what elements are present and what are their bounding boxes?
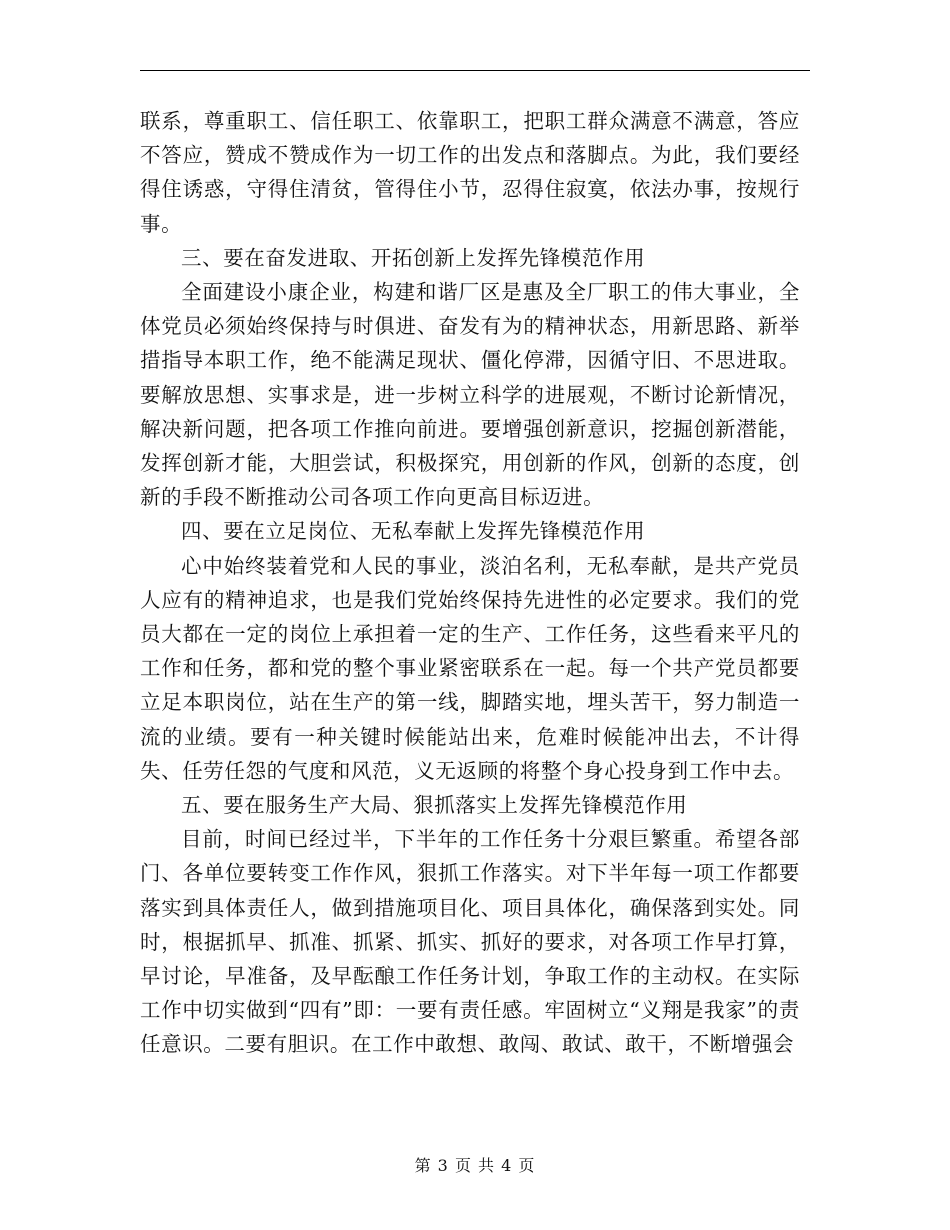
paragraph-continuation: 联系，尊重职工、信任职工、依靠职工，把职工群众满意不满意，答应不答应，赞成不赞成作为一切工作的出发点和落脚点。为此，我们要经得住诱惑，守得住清贫，管得住小节，忍得住寂寞，依法办事，按规行事。: [140, 109, 800, 236]
paragraph-section-5: 目前，时间已经过半，下半年的工作任务十分艰巨繁重。希望各部门、各单位要转变工作作风，狠抓工作落实。对下半年每一项工作都要落实到具体责任人，做到措施项目化、项目具体化，确保落到实处。同时，根据抓早、抓准、抓紧、抓实、抓好的要求，对各项工作早打算，早讨论，早准备，及早酝酿工作任务计划，争取工作的主动权。在实际工作中切实做到“四有”即：一要有责任感。牢固树立“义翔是我家”的责任意识。二要有胆识。在工作中敢想、敢闯、敢试、敢干，不断增强会: [140, 827, 800, 1057]
body-text: [140, 104, 800, 1062]
paragraph-section-3: 全面建设小康企业，构建和谐厂区是惠及全厂职工的伟大事业，全体党员必须始终保持与时俱进、奋发有为的精神状态，用新思路、新举措指导本职工作，绝不能满足现状、僵化停滞，因循守旧、不思进取。要解放思想、实事求是，进一步树立科学的进展观，不断讨论新情况，解决新问题，把各项工作推向前进。要增强创新意识，挖掘创新潜能，发挥创新才能，大胆尝试，积极探究，用创新的作风，创新的态度，创新的手段不断推动公司各项工作向更高目标迈进。: [140, 280, 800, 510]
header-rule: [140, 70, 810, 71]
section-heading-5: 五、要在服务生产大局、狠抓落实上发挥先锋模范作用: [181, 793, 688, 818]
paragraph-section-4: 心中始终装着党和人民的事业，淡泊名利，无私奉献，是共产党员人应有的精神追求，也是我们党始终保持先进性的必定要求。我们的党员大都在一定的岗位上承担着一定的生产、工作任务，这些看来平凡的工作和任务，都和党的整个事业紧密联系在一起。每一个共产党员都要立足本职岗位，站在生产的第一线，脚踏实地，埋头苦干，努力制造一流的业绩。要有一种关键时候能站出来，危难时候能冲出去，不计得失、任劳任怨的气度和风范，义无返顾的将整个身心投身到工作中去。: [140, 553, 800, 783]
section-heading-3: 三、要在奋发进取、开拓创新上发挥先锋模范作用: [181, 245, 646, 270]
page-footer: 第 3 页 共 4 页: [414, 1156, 536, 1175]
section-heading-4: 四、要在立足岗位、无私奉献上发挥先锋模范作用: [181, 519, 646, 544]
